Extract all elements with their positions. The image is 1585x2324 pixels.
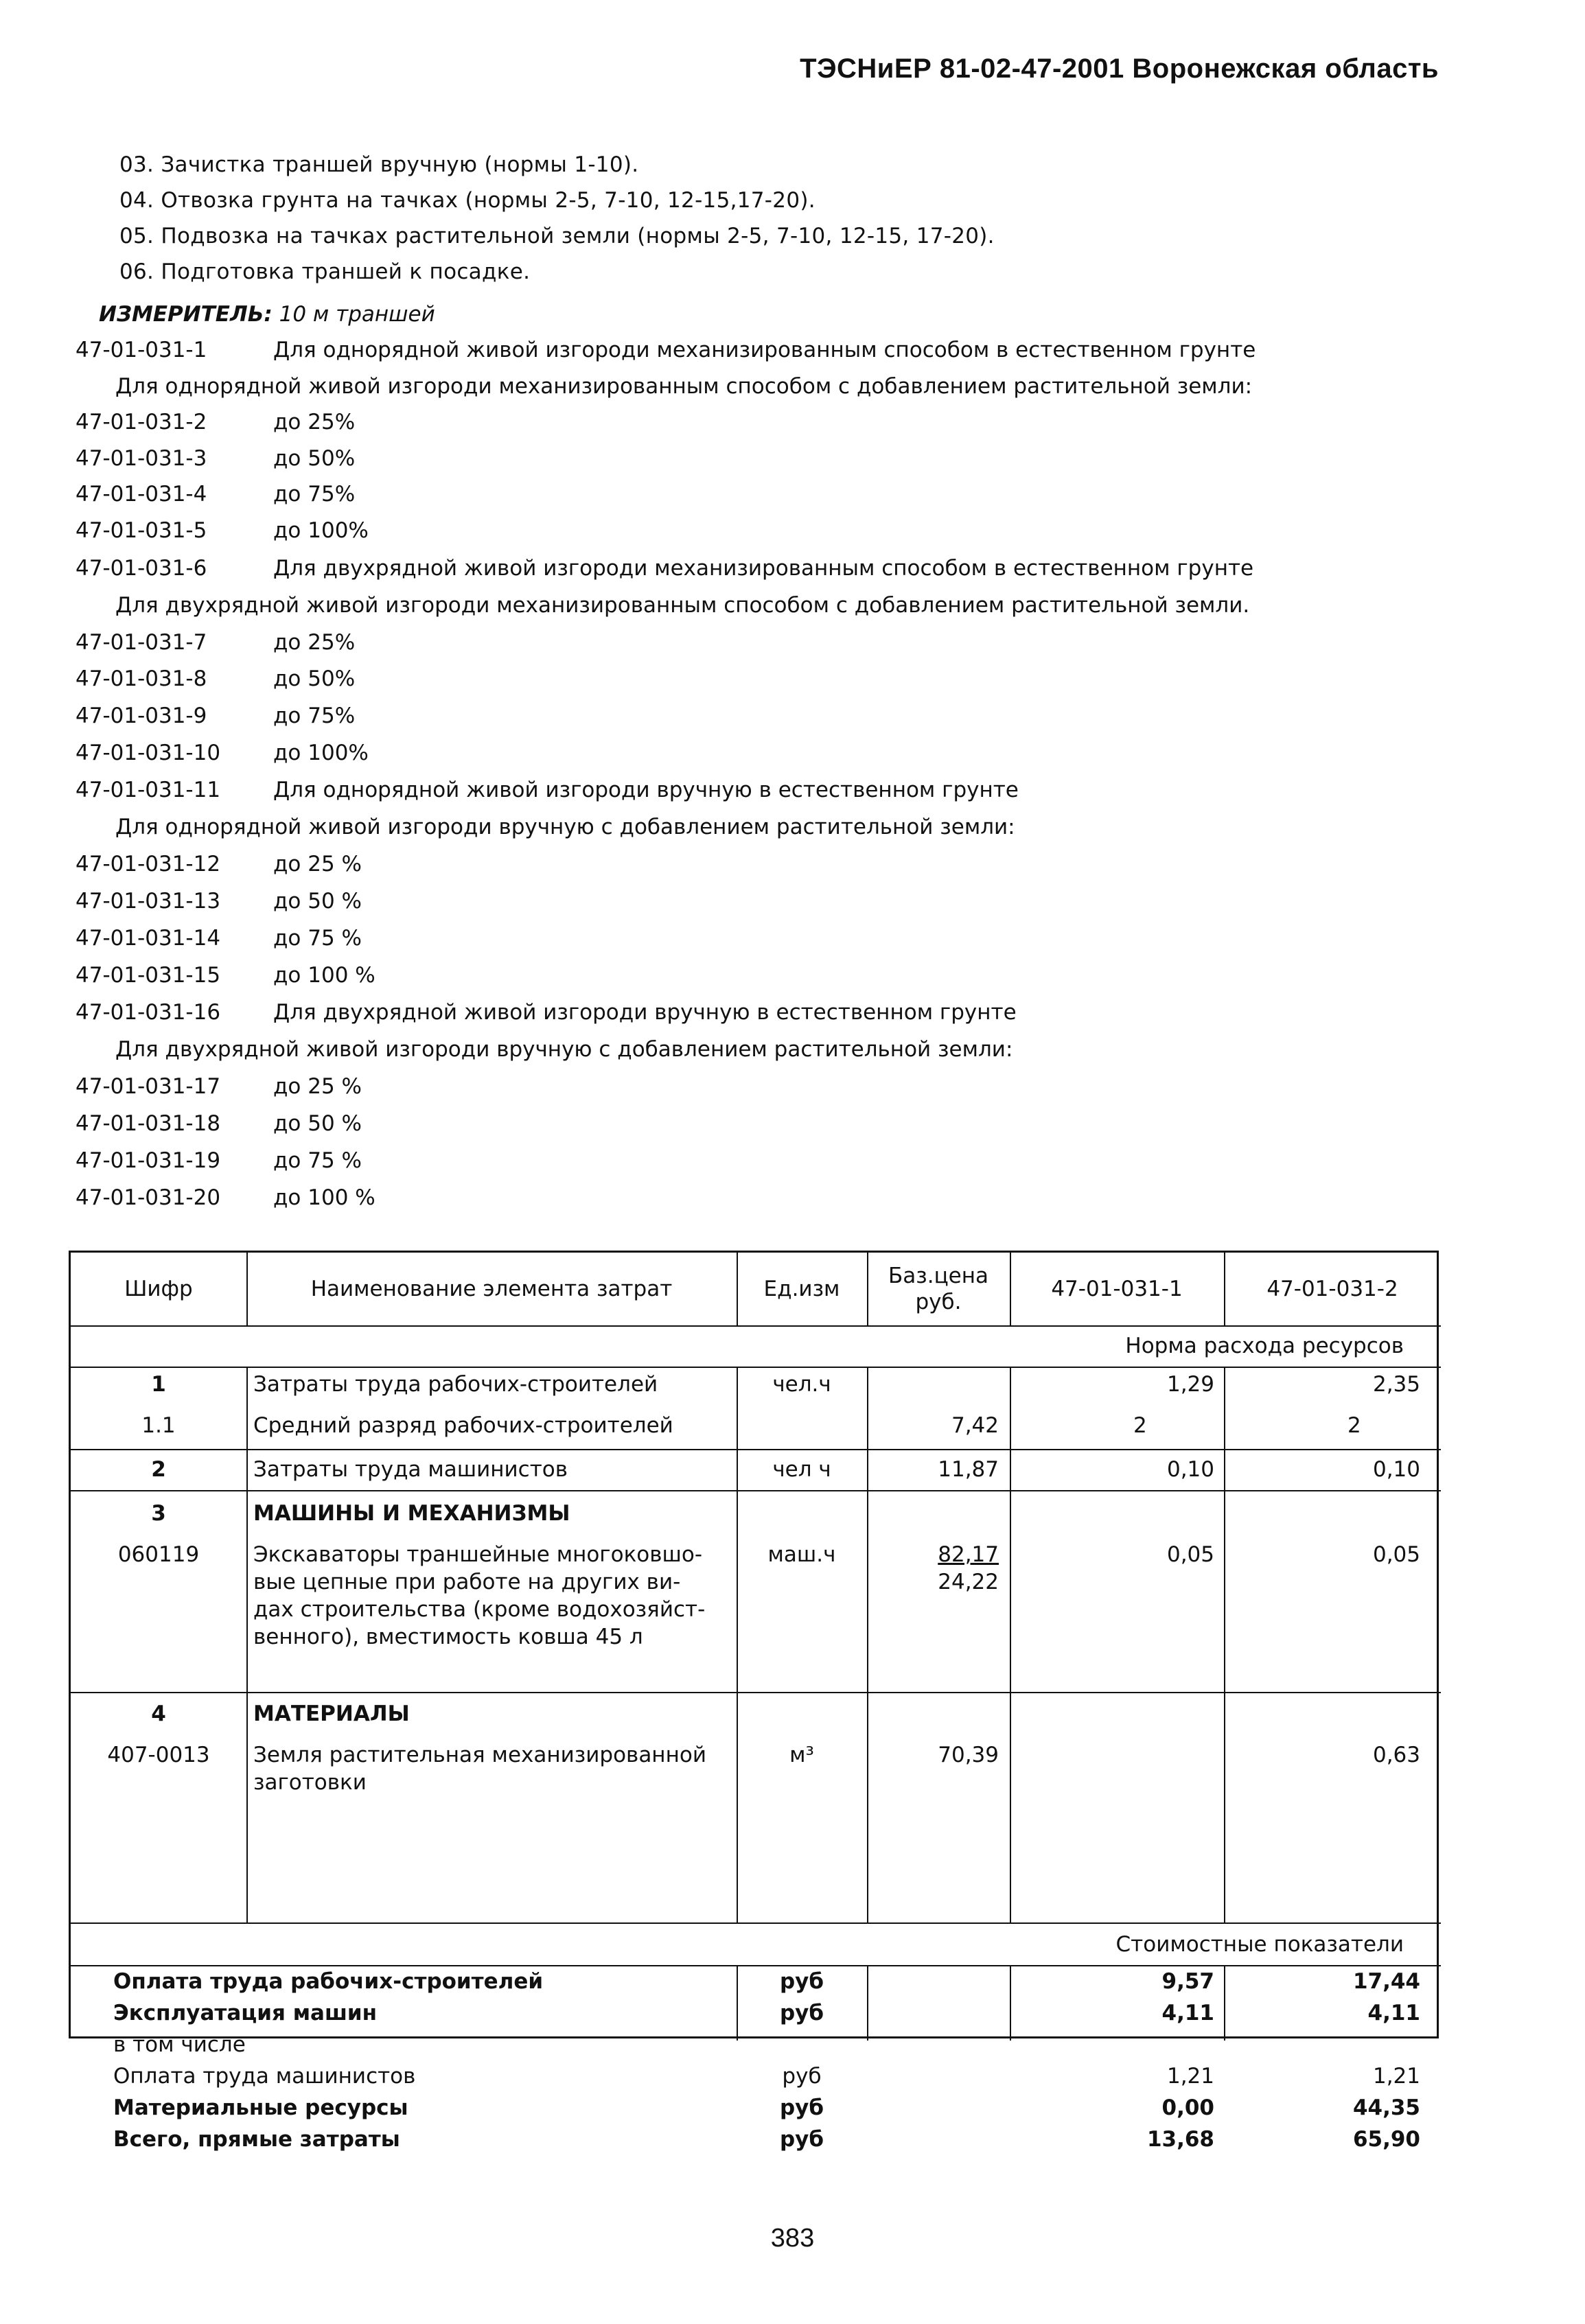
cost-value-1: 9,57 [1161,1969,1214,1994]
measurer [99,302,435,327]
norm-code: 47-01-031-8 [76,666,207,691]
row-divider [71,1325,1441,1327]
norm-code: 47-01-031-5 [76,518,207,543]
section-cost-label: Стоимостные показатели [1115,1932,1404,1957]
work-step: 06. Подготовка траншей к посадке. [119,259,531,284]
cost-value-1: 0,00 [1161,2095,1214,2120]
work-step: 04. Отвозка грунта на тачках (нормы 2-5, 7-10, 12-15,17-20). [119,188,815,213]
norm-code: 47-01-031-20 [76,1185,221,1210]
row-divider [71,1692,1441,1693]
cost-value-2: 17,44 [1352,1969,1420,1994]
row-unit: чел ч [772,1457,831,1482]
cost-name: Оплата труда рабочих-строителей [113,1969,544,1994]
row-code: 060119 [117,1542,200,1567]
cost-unit: руб [779,1969,824,1994]
norm-text: до 25 % [273,1074,362,1099]
norm-text: до 100 % [273,963,375,988]
section-materials: МАТЕРИАЛЫ [253,1701,410,1726]
row-name-line: дах строительства (кроме водохозяйст- [253,1597,706,1622]
norm-text: до 100% [273,741,369,765]
row-name-line: Земля растительная механизированной [253,1743,706,1767]
norm-code: 47-01-031-16 [76,1000,221,1025]
row-value-1: 2 [1133,1413,1147,1438]
resource-table [69,1251,1439,2152]
row-name: Затраты труда машинистов [253,1457,568,1482]
row-value-1: 0,10 [1166,1457,1214,1482]
col-header-price: Баз.цена [888,1264,989,1288]
norm-group-heading: Для однорядной живой изгороди механизированным способом с добавлением растительной земли: [115,374,1253,399]
row-price: 11,87 [938,1457,999,1482]
row-value-2: 0,10 [1372,1457,1420,1482]
cost-unit: руб [779,2127,824,2152]
norm-code: 47-01-031-13 [76,889,221,914]
row-code: 4 [151,1701,166,1726]
work-step: 03. Зачистка траншей вручную (нормы 1-10). [119,152,639,177]
row-price: 7,42 [951,1413,999,1438]
norm-code: 47-01-031-4 [76,482,207,507]
row-code: 1.1 [141,1413,176,1438]
measurer-label: ИЗМЕРИТЕЛЬ: [99,302,273,327]
cost-value-1: 4,11 [1161,2001,1214,2025]
document-header: ТЭСНиЕР 81-02-47-2001 Воронежская область [800,54,1439,84]
norm-code: 47-01-031-17 [76,1074,221,1099]
norm-text: Для двухрядной живой изгороди механизированным способом в естественном грунте [273,556,1254,581]
norm-text: до 100 % [273,1185,375,1210]
work-step: 05. Подвозка на тачках растительной земли (нормы 2-5, 7-10, 12-15, 17-20). [119,224,995,248]
row-price: 70,39 [938,1743,999,1767]
cost-name: Всего, прямые затраты [113,2127,400,2152]
norm-text: до 50% [273,446,356,471]
norm-code: 47-01-031-2 [76,410,207,434]
row-divider [71,1449,1441,1450]
norm-text: до 75 % [273,1148,362,1173]
norm-group-heading: Для однорядной живой изгороди вручную с добавлением растительной земли: [115,815,1015,839]
row-value-2: 0,05 [1372,1542,1420,1567]
norm-text: до 50 % [273,889,362,914]
cost-value-2: 44,35 [1352,2095,1420,2120]
norm-code: 47-01-031-10 [76,741,221,765]
section-machines: МАШИНЫ И МЕХАНИЗМЫ [253,1501,570,1526]
row-price-machinist: 24,22 [938,1570,999,1594]
norm-group-heading: Для двухрядной живой изгороди вручную с добавлением растительной земли: [115,1037,1013,1062]
norm-text: Для однорядной живой изгороди механизированным способом в естественном грунте [273,338,1256,362]
norm-group-heading: Для двухрядной живой изгороди механизированным способом с добавлением растительной земли. [115,593,1250,618]
col-header-norm-2: 47-01-031-2 [1266,1277,1398,1301]
row-value-2: 2 [1347,1413,1361,1438]
row-unit: чел.ч [772,1372,831,1397]
norm-code: 47-01-031-12 [76,852,221,876]
row-code: 1 [151,1372,166,1397]
col-divider [1010,1965,1011,2041]
row-code: 407-0013 [107,1743,210,1767]
cost-value-1: 13,68 [1146,2127,1214,2152]
row-name: Затраты труда рабочих-строителей [253,1372,658,1397]
cost-name: Оплата труда машинистов [113,2064,416,2089]
page-number: 383 [770,2224,815,2253]
col-header-price-unit: руб. [915,1290,962,1314]
row-unit: м³ [789,1743,814,1767]
col-header-norm-1: 47-01-031-1 [1051,1277,1183,1301]
col-header-code: Шифр [124,1277,193,1301]
row-value-2: 2,35 [1372,1372,1420,1397]
norm-code: 47-01-031-14 [76,926,221,951]
row-divider [71,1965,1441,1966]
norm-code: 47-01-031-1 [76,338,207,362]
norm-text: до 25% [273,630,356,655]
norm-text: до 25 % [273,852,362,876]
row-code: 2 [151,1457,166,1482]
cost-value-2: 65,90 [1352,2127,1420,2152]
norm-text: до 100% [273,518,369,543]
norm-code: 47-01-031-18 [76,1111,221,1136]
row-code: 3 [151,1501,166,1526]
row-name: Средний разряд рабочих-строителей [253,1413,673,1438]
norm-text: до 75% [273,482,356,507]
row-unit: маш.ч [767,1542,836,1567]
cost-unit: руб [779,2095,824,2120]
norm-text: до 50 % [273,1111,362,1136]
cost-value-2: 1,21 [1372,2064,1420,2089]
row-value-1: 1,29 [1166,1372,1214,1397]
cost-value-2: 4,11 [1367,2001,1420,2025]
norm-text: до 75% [273,704,356,728]
norm-text: до 75 % [273,926,362,951]
row-value-1: 0,05 [1166,1542,1214,1567]
row-value-2: 0,63 [1372,1743,1420,1767]
col-divider [1224,1965,1225,2041]
norm-code: 47-01-031-19 [76,1148,221,1173]
col-header-name: Наименование элемента затрат [310,1277,673,1301]
cost-unit: руб [779,2001,824,2025]
norm-code: 47-01-031-6 [76,556,207,581]
col-header-unit: Ед.изм [763,1277,840,1301]
cost-name: Эксплуатация машин [113,2001,378,2025]
norm-code: 47-01-031-15 [76,963,221,988]
row-name-line: заготовки [253,1770,367,1795]
norm-text: до 25% [273,410,356,434]
cost-name: в том числе [113,2032,246,2057]
row-name-line: Экскаваторы траншейные многоковшо- [253,1542,703,1567]
col-divider [867,1965,868,2041]
cost-name: Материальные ресурсы [113,2095,408,2120]
norm-text: Для однорядной живой изгороди вручную в естественном грунте [273,778,1019,802]
section-norm-label: Норма расхода ресурсов [1125,1334,1404,1358]
norm-code: 47-01-031-9 [76,704,207,728]
norm-text: Для двухрядной живой изгороди вручную в естественном грунте [273,1000,1017,1025]
row-price: 82,17 [938,1542,999,1567]
norm-code: 47-01-031-11 [76,778,221,802]
measurer-value: 10 м траншей [279,302,435,327]
row-divider [71,1922,1441,1924]
norm-code: 47-01-031-3 [76,446,207,471]
norm-code: 47-01-031-7 [76,630,207,655]
row-name-line: венного), вместимость ковша 45 л [253,1625,643,1649]
cost-unit: руб [782,2064,822,2089]
cost-value-1: 1,21 [1166,2064,1214,2089]
row-name-line: вые цепные при работе на других ви- [253,1570,681,1594]
norm-text: до 50% [273,666,356,691]
row-divider [71,1367,1441,1368]
row-divider [71,1490,1441,1491]
